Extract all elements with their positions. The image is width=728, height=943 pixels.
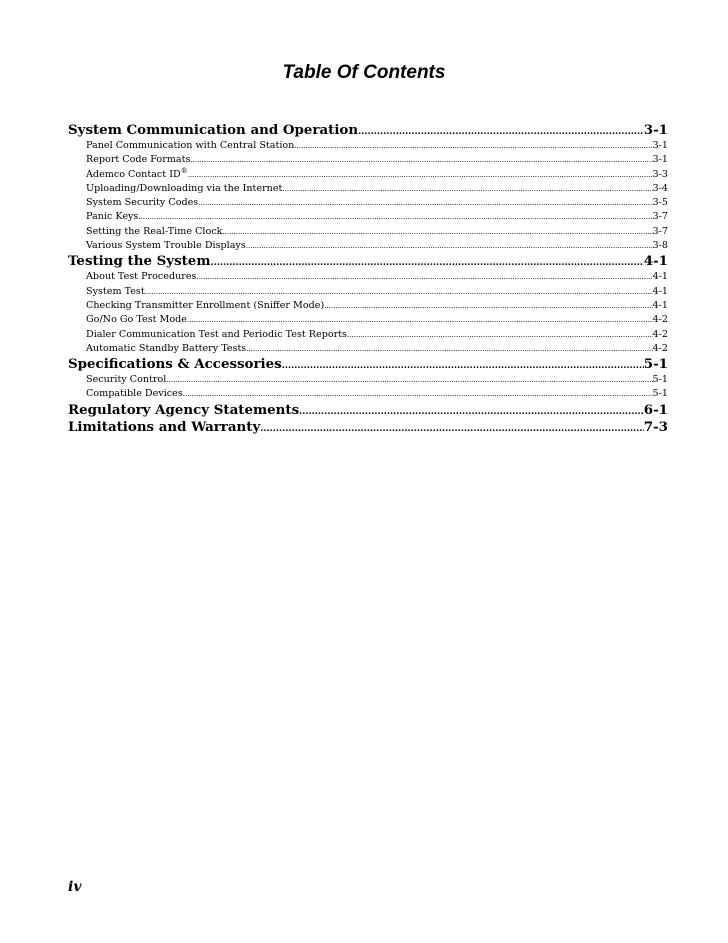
toc-entry-text: Security Control [86,374,167,386]
toc-subsection-entry[interactable] [68,270,668,284]
toc-entry-title [86,342,246,356]
dot-leader [324,299,652,313]
toc-entry-title [86,373,166,387]
toc-entry-text: System Test [86,285,145,297]
toc-entry-page: 4-1 [652,299,668,311]
toc-entry-title [68,356,282,373]
toc-entry-text: System Communication and Operation [68,122,359,138]
toc-entry-title [68,253,210,270]
toc-entry-title [86,313,187,327]
dot-leader [282,182,652,196]
toc-entry-text: Panic Keys [86,211,139,223]
toc-entry-page: 3-3 [652,168,668,180]
toc-entry-text: Automatic Standby Battery Tests [86,342,247,354]
toc-entry-page: 7-3 [643,418,668,435]
toc-entry-text: Report Code Formats [86,154,191,166]
registered-mark: ® [180,166,188,175]
toc-entry-text: Uploading/Downloading via the Internet [86,182,283,194]
toc-entry-page: 3-1 [643,122,668,138]
dot-leader [246,239,653,253]
toc-entry-text: System Security Codes [86,197,199,209]
toc-entry-title [86,225,222,239]
toc-entry-title [86,210,138,224]
toc-entry-text: Ademco Contact ID [86,168,181,180]
toc-subsection-entry[interactable] [68,239,668,253]
toc-entry-title [68,402,299,419]
toc-entry-page: 3-5 [652,197,668,209]
toc-subsection-entry[interactable] [68,225,668,239]
toc-entry-text: Setting the Real-Time Clock [86,225,223,237]
dot-leader [138,210,652,224]
dot-leader [196,270,652,284]
toc-entry-title [68,122,358,139]
dot-leader [145,285,653,299]
toc-entry-title [86,139,294,153]
toc-entry-text: Testing the System [68,253,211,270]
dot-leader [198,196,652,210]
toc-entry-title [86,270,196,284]
toc-entry-page: 4-1 [652,271,668,283]
toc-subsection-entry[interactable] [68,168,668,182]
dot-leader [294,139,652,153]
toc-entry-text: Panel Communication with Central Station [86,140,295,151]
toc-entry-title [68,419,260,436]
toc-section-entry[interactable] [68,253,668,270]
dot-leader [190,153,652,167]
toc-entry-page: 5-1 [652,374,668,386]
toc-subsection-entry[interactable] [68,139,668,153]
toc-entry-title [86,239,246,253]
toc-entry-page: 5-1 [652,388,668,400]
toc-entry-page: 3-1 [652,140,668,151]
toc-section-entry[interactable] [68,122,668,139]
toc-entry-page: 3-4 [652,182,668,194]
toc-entry-page: 3-7 [652,211,668,223]
toc-subsection-entry[interactable] [68,387,668,401]
dot-leader [299,404,644,421]
toc-entry-text: About Test Procedures [86,271,197,283]
toc-entry-text: Various System Trouble Displays [86,240,246,252]
toc-entry-page: 3-8 [652,240,668,252]
toc-subsection-entry[interactable] [68,373,668,387]
toc-subsection-entry[interactable] [68,153,668,167]
dot-leader [246,342,652,356]
dot-leader [183,387,653,401]
toc-entry-text: Limitations and Warranty [68,418,261,435]
toc-subsection-entry[interactable] [68,285,668,299]
toc-entry-title [86,299,324,313]
toc-entry-page: 3-1 [652,154,668,166]
toc-subsection-entry[interactable] [68,182,668,196]
toc-subsection-entry[interactable] [68,313,668,327]
toc-entry-page: 4-2 [652,328,668,340]
toc-entry-text: Compatible Devices [86,388,183,400]
toc-entry-text: Dialer Communication Test and Periodic Test Reports [86,328,347,340]
dot-leader [188,168,653,182]
page-title: Table Of Contents [282,62,446,83]
toc-entry-page: 6-1 [643,401,668,418]
toc-entry-text: Regulatory Agency Statements [68,401,300,418]
toc-entry-page: 5-1 [643,356,668,373]
toc-entry-page: 4-2 [652,314,668,326]
toc-subsection-entry[interactable] [68,328,668,342]
toc-entry-title [86,168,188,182]
toc-entry-text: Go/No Go Test Mode [86,314,187,326]
toc-entry-text: Specifications & Accessories [68,356,282,373]
toc-entry-page: 4-2 [652,342,668,354]
toc-list [68,122,668,436]
toc-section-entry[interactable] [68,356,668,373]
toc-entry-title [86,153,190,167]
toc-entry-page: 4-1 [643,253,668,270]
dot-leader [347,328,653,342]
dot-leader [187,313,653,327]
toc-subsection-entry[interactable] [68,210,668,224]
toc-entry-title [86,182,282,196]
toc-entry-title [86,196,198,210]
toc-entry-page: 3-7 [652,225,668,237]
toc-section-entry[interactable] [68,419,668,436]
toc-subsection-entry[interactable] [68,299,668,313]
toc-entry-title [86,285,145,299]
toc-entry-text: Checking Transmitter Enrollment (Sniffer Mode) [86,299,325,311]
toc-subsection-entry[interactable] [68,196,668,210]
page-number: iv [68,879,82,895]
toc-section-entry[interactable] [68,402,668,419]
dot-leader [222,225,652,239]
dot-leader [260,421,644,438]
toc-entry-title [86,387,183,401]
toc-entry-page: 4-1 [652,285,668,297]
toc-entry-title [86,328,347,342]
dot-leader [166,373,652,387]
toc-subsection-entry[interactable] [68,342,668,356]
